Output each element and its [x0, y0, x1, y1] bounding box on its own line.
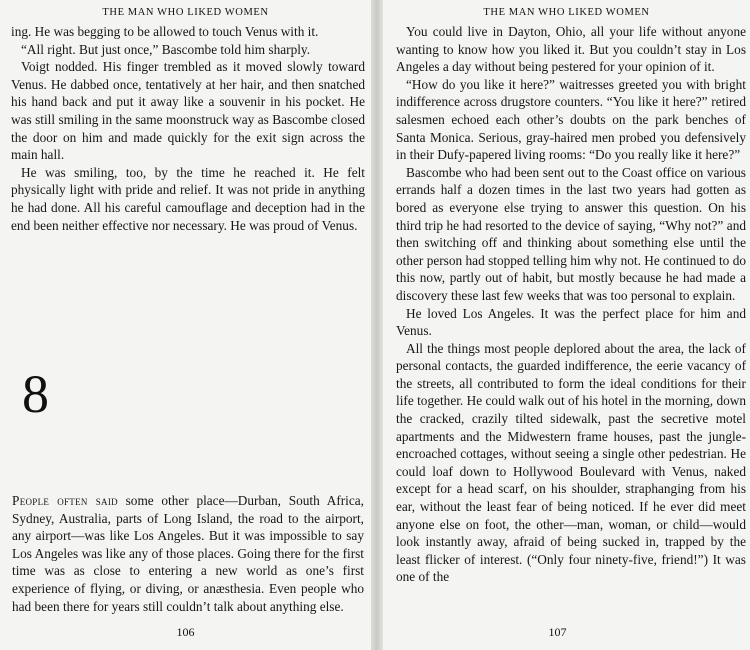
left-page-number: 106 — [176, 625, 195, 639]
chapter-number: 8 — [22, 364, 49, 424]
book-gutter — [371, 0, 383, 650]
paragraph: All the things most people deplored about the area, the lack of personal contacts, the guarded indifference, the eerie vacancy of the streets, all contributed to form the ideal conditions for their life together. He could walk out of his hotel in the morning, down the cracked, crazily tilted sidewalk, past the secretive motel apartments and the Midwestern frame houses, past the jungle-encroached cottages, without seeing a single other pedestrian. He could loaf down to Hollywood Boulevard with Venus, naked except for a head scarf, on his shoulder, straphanging from his ear, without the least fear of being noticed. If he ever did meet anyone else on foot, the other—man, woman, or child—would look instantly away, afraid of being sucked in, trapped by the least flicker of interest. (“Only four ninety-five, friend!”) It was one of the — [396, 340, 746, 585]
chapter-opening-smallcaps: People often said — [12, 493, 118, 508]
paragraph: “All right. But just once,” Bascombe told him sharply. — [21, 41, 311, 57]
right-page-number: 107 — [548, 625, 567, 639]
right-running-head: THE MAN WHO LIKED WOMEN — [483, 7, 650, 18]
paragraph: “How do you like it here?” waitresses greeted you with bright indifference across drugstore counters. “You like it here?” retired salesmen echoed each other’s doubts on the park benches of Santa Monica. Serious, gray-haired men probed you defensively in their Dufy-papered living rooms: “Do you really like it here?” — [396, 76, 746, 163]
paragraph: He loved Los Angeles. It was the perfect place for him and Venus. — [396, 305, 746, 339]
paragraph: ing. He was begging to be allowed to touch Venus with it. — [11, 24, 319, 39]
chapter-opening-rest: some other place—Durban, South Africa, Sydney, Australia, parts of Long Island, the road to the airport, any airport—was like Los Angeles. But it was impossible to say Los Angeles was like any of those places. Going there for the first time was as close to entering a new world as one’s first experience of flying, or diving, or anæsthesia. Even people who had been there for years still couldn’t talk about anything else. — [12, 493, 364, 614]
chapter-opening-paragraph — [12, 492, 364, 615]
paragraph: You could live in Dayton, Ohio, all your life without anyone wanting to know how you liked it. But you couldn’t stay in Los Angeles a day without being pestered for your opinion of it. — [396, 24, 746, 75]
left-page — [0, 0, 371, 650]
left-page-text — [11, 23, 365, 234]
paragraph: Bascombe who had been sent out to the Coast office on various errands half a dozen times in the last two years had gotten as bored as everyone else trying to answer this question. On his third trip he had resorted to the device of saying, “Why not?” and then switching off and thinking about something else until the other person had stopped telling him why not. He continued to do this now, partly out of habit, but mostly because he had made a discovery these last few weeks that was too personal to explain. — [396, 164, 746, 303]
paragraph: He was smiling, too, by the time he reached it. He felt physically light with pride and relief. It was not pride in anything he had done. All his careful camouflage and deception had in the end been neither effective nor necessary. He was proud of Venus. — [11, 164, 365, 233]
right-page-text — [396, 23, 746, 586]
chapter-opening-text — [12, 492, 364, 615]
right-page — [383, 0, 750, 650]
paragraph: Voigt nodded. His finger trembled as it moved slowly toward Venus. He dabbed once, tentatively at her hair, and then snatched his hand back and put it away like a souvenir in his pocket. He was still smiling in the same moonstruck way as Bascombe closed the door on him and made quickly for the exit sign across the main hall. — [11, 59, 365, 163]
left-running-head: THE MAN WHO LIKED WOMEN — [102, 7, 269, 18]
